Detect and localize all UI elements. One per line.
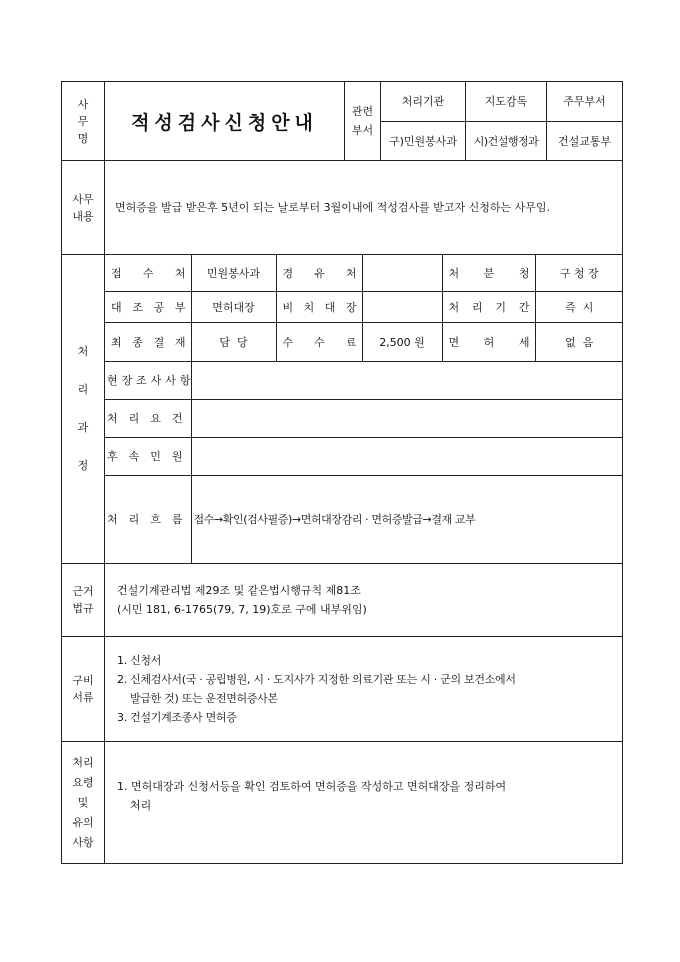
content-text: 면허증을 발급 받은후 5년이 되는 날로부터 3월이내에 적성검사를 받고자 신청하는 사무임. (115, 201, 550, 214)
col-head-handling: 처리기관 (381, 82, 466, 121)
content-row (62, 161, 623, 255)
process-row (62, 255, 623, 564)
department-grid (381, 82, 622, 160)
site-inspection-label: 현 장 조 사 사 항 (107, 374, 191, 387)
process-detail-row (105, 399, 623, 437)
reference-ledger-label: 대 조 공 부 (111, 300, 186, 314)
process-grid-row (105, 255, 623, 291)
receipt-label: 접 수 처 (111, 266, 186, 280)
task-name-label: 사 무 명 (62, 82, 105, 161)
process-detail-row (105, 361, 623, 399)
process-grid-row (105, 322, 623, 361)
process-label: 처 리 과 정 (62, 255, 105, 564)
col-head-main-dept: 주무부서 (563, 95, 606, 109)
kept-ledger-label: 비 치 대 장 (282, 300, 357, 314)
law-text: 건설기계관리법 제29조 및 같은법시행규칙 제81조 (시민 181, 6-1765(79, 7, 19)호로 구에 내부위임) (117, 584, 367, 616)
process-grid-row (105, 291, 623, 322)
notes-text: 1. 면허대장과 신청서등을 확인 검토하여 면허증을 작성하고 면허대장을 정리하여 처리 (117, 779, 507, 812)
process-detail-row (105, 437, 623, 475)
process-grid (105, 255, 623, 563)
disposal-office-label: 처 분 청 (448, 266, 530, 280)
content-label: 사무 내용 (62, 161, 105, 255)
docs-label: 구비 서류 (62, 637, 105, 742)
process-detail-row (105, 475, 623, 563)
follow-up-petition-value (191, 437, 623, 475)
docs-row (62, 637, 623, 742)
site-inspection-value (191, 361, 623, 399)
notes-label: 처리 요령 및 유의 사항 (62, 742, 105, 864)
processing-period-value: 즉 시 (535, 291, 623, 322)
via-value (362, 255, 442, 291)
via-label: 경 유 처 (282, 266, 357, 280)
license-tax-value: 없 음 (535, 322, 623, 361)
processing-flow-value: 접수→확인(검사필증)→면허대장감리 · 면허증발급→결재 교부 (193, 513, 476, 527)
processing-period-label: 처 리 기 간 (448, 300, 530, 314)
col-head-supervision: 지도감독 (466, 82, 547, 121)
law-label: 근거 법규 (62, 564, 105, 637)
processing-requirements-value (191, 399, 623, 437)
handling-agency: 구)민원봉사과 (381, 122, 466, 161)
processing-requirements-label: 처 리 요 건 (107, 412, 183, 425)
docs-list: 1. 신청서 2. 신체검사서(국 · 공립병원, 시 · 도지사가 지정한 의료기관 또는 시 · 군의 보건소에서 발급한 것) 또는 운전면허증사본 3. 건설기계조종사 면허증 (117, 654, 516, 724)
disposal-office-value: 구 청 장 (535, 255, 623, 291)
receipt-value: 민원봉사과 (191, 255, 276, 291)
reference-ledger-value: 면허대장 (191, 291, 276, 322)
license-tax-label: 면 허 세 (448, 335, 530, 349)
page-title: 적성검사신청안내 (105, 82, 345, 160)
kept-ledger-value (362, 291, 442, 322)
supervising-agency: 시)건설행정과 (466, 122, 547, 161)
processing-flow-label: 처 리 흐 름 (107, 513, 183, 527)
notes-row (62, 742, 623, 864)
application-guide-form (61, 81, 623, 864)
related-dept-label: 관련 부서 (345, 82, 381, 160)
main-department: 건설교통부 (557, 134, 612, 148)
header-row (62, 82, 623, 161)
fee-value: 2,500 원 (362, 322, 442, 361)
fee-label: 수 수 료 (282, 335, 357, 349)
follow-up-petition-label: 후 속 민 원 (107, 450, 183, 463)
final-approval-label: 최 종 결 재 (111, 335, 186, 349)
final-approval-value: 담 당 (191, 322, 276, 361)
law-row (62, 564, 623, 637)
